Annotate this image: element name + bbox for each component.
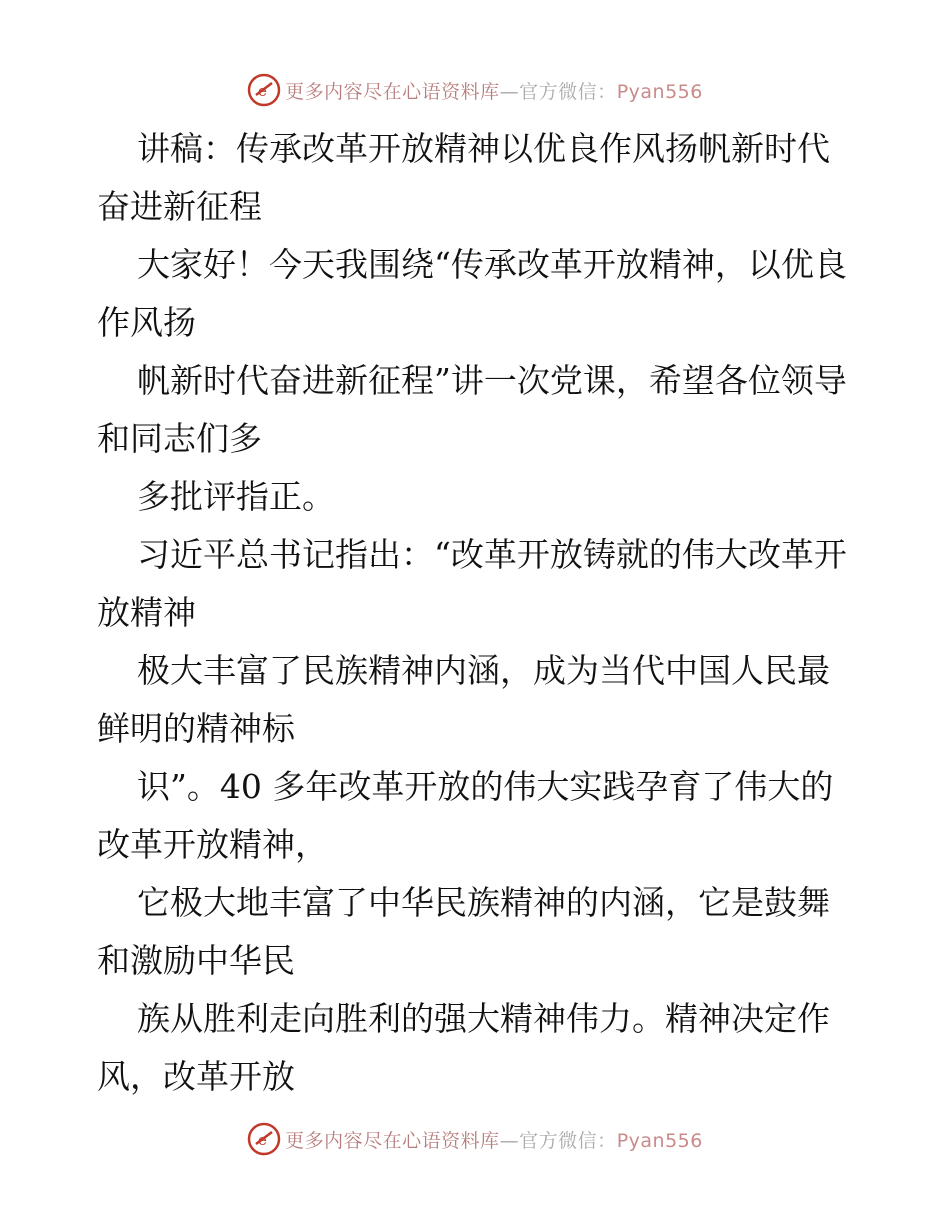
watermark-dash: —: [499, 80, 520, 103]
paragraph-line: 识”。40 多年改革开放的伟大实践孕育了伟大的改革开放精神，: [97, 767, 834, 864]
paragraph-line: 帆新时代奋进新征程”讲一次党课，希望各位领导和同志们多: [97, 361, 847, 458]
footer-watermark-banner: [0, 1119, 950, 1159]
watermark-text: [285, 1126, 703, 1153]
paragraph-line: 大家好！今天我围绕“传承改革开放精神，以优良作风扬: [97, 245, 847, 342]
paragraph-line: 多批评指正。: [137, 477, 335, 516]
site-logo-icon: [247, 73, 281, 107]
paragraph-line: 它极大地丰富了中华民族精神的内涵，它是鼓舞和激励中华民: [97, 883, 830, 980]
paragraph-line: 习近平总书记指出：“改革开放铸就的伟大改革开放精神: [97, 535, 847, 632]
watermark-site-name: 更多内容尽在心语资料库: [285, 80, 500, 103]
watermark-wechat-label: 官方微信：: [519, 1129, 617, 1152]
site-logo-icon: [247, 1122, 281, 1156]
header-watermark-banner: [0, 70, 950, 110]
watermark-text: [285, 77, 703, 104]
svg-text:e: e: [258, 82, 268, 100]
watermark-wechat-id: Pyan556: [616, 80, 703, 103]
watermark-wechat-id: Pyan556: [616, 1129, 703, 1152]
document-body: [97, 120, 853, 1106]
document-title: 讲稿：传承改革开放精神以优良作风扬帆新时代奋进新征程: [97, 129, 830, 226]
paragraph-line: 族从胜利走向胜利的强大精神伟力。精神决定作风，改革开放: [97, 999, 830, 1096]
paragraph-line: 极大丰富了民族精神内涵，成为当代中国人民最鲜明的精神标: [97, 651, 830, 748]
watermark-site-name: 更多内容尽在心语资料库: [285, 1129, 500, 1152]
svg-text:e: e: [258, 1131, 268, 1149]
watermark-wechat-label: 官方微信：: [519, 80, 617, 103]
watermark-dash: —: [499, 1129, 520, 1152]
